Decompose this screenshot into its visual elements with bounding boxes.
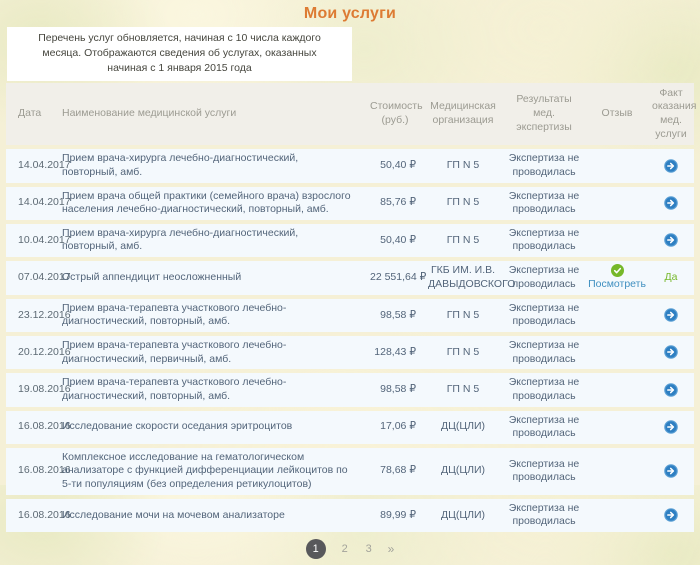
row-service-name: Прием врача-хирурга лечебно-диагностический, повторный, амб.: [62, 226, 299, 253]
row-date: 23.12.2016: [18, 308, 71, 321]
row-expertise: Экспертиза не проводилась: [508, 338, 580, 365]
row-org: ДЦ(ЦЛИ): [440, 420, 486, 433]
review-cell: [586, 200, 648, 206]
row-date: 16.08.2016: [18, 464, 71, 477]
arrow-circle-icon[interactable]: [664, 420, 678, 434]
row-date: 14.04.2017: [18, 159, 71, 172]
row-date: 19.08.2016: [18, 383, 71, 396]
row-service-name: Прием врача-хирурга лечебно-диагностический, повторный, амб.: [62, 152, 299, 178]
row-service-name: Острый аппендицит неосложненный: [62, 271, 242, 284]
pagination-page-3[interactable]: 3: [365, 543, 372, 556]
review-cell: [586, 424, 648, 430]
row-org: ГКБ ИМ. И.В. ДАВЫДОВСКОГО: [428, 264, 516, 290]
row-expertise: Экспертиза не проводилась: [508, 376, 580, 402]
row-date: 16.08.2016: [18, 508, 71, 521]
arrow-circle-icon[interactable]: [664, 196, 678, 210]
row-cost: 85,76 ₽: [380, 196, 416, 209]
table-row: [6, 336, 694, 369]
table-row: [6, 187, 694, 220]
fact-cell: [648, 505, 694, 525]
pagination: [0, 532, 700, 565]
review-cell: [586, 261, 648, 295]
table-row: [6, 224, 694, 257]
fact-cell: [648, 193, 694, 213]
fact-cell: [648, 156, 694, 176]
row-service-name: Прием врача общей практики (семейного врача) взрослого населения лечебно-диагностический, повторный, амб.: [62, 189, 351, 216]
table-row: [6, 499, 694, 532]
table-row: [6, 149, 694, 182]
page-title: Мои услуги: [303, 5, 397, 22]
row-org: ДЦ(ЦЛИ): [440, 508, 486, 521]
arrow-circle-icon[interactable]: [664, 383, 678, 397]
arrow-circle-icon[interactable]: [664, 308, 678, 322]
row-service-name: Прием врача-терапевта участкового лечебно-диагностический, повторный, амб.: [62, 301, 287, 328]
row-cost: 128,43 ₽: [374, 345, 416, 358]
fact-cell: [648, 380, 694, 400]
table-row: [6, 261, 694, 295]
row-cost: 98,58 ₽: [380, 383, 416, 396]
review-cell: [586, 163, 648, 169]
review-cell: [586, 350, 648, 356]
row-service-name: Исследование скорости оседания эритроцитов: [62, 420, 293, 433]
services-table: [6, 83, 697, 532]
row-expertise: Экспертиза не проводилась: [508, 226, 580, 253]
review-cell: [586, 237, 648, 243]
column-header-date: Дата: [18, 107, 42, 120]
review-content: [590, 264, 644, 292]
row-org: ГП N 5: [446, 345, 480, 358]
column-header-org: Медицинская организация: [430, 100, 496, 126]
row-cost: 50,40 ₽: [380, 159, 416, 172]
column-header-service: Наименование медицинской услуги: [62, 107, 237, 120]
column-header-expertise: Результаты мед. экспертизы: [516, 93, 572, 133]
table-row: [6, 448, 694, 495]
row-org: ГП N 5: [446, 383, 480, 396]
row-org: ГП N 5: [446, 233, 480, 246]
check-circle-icon: [611, 264, 624, 277]
table-row: [6, 299, 694, 332]
pagination-page-1[interactable]: 1: [306, 539, 326, 559]
column-header-review: Отзыв: [601, 107, 633, 120]
row-expertise: Экспертиза не проводилась: [508, 501, 580, 528]
row-date: 20.12.2016: [18, 345, 71, 358]
fact-cell: [648, 342, 694, 362]
row-expertise: Экспертиза не проводилась: [508, 264, 580, 290]
table-header-row: [6, 83, 697, 146]
row-cost: 50,40 ₽: [380, 233, 416, 246]
arrow-circle-icon[interactable]: [664, 233, 678, 247]
table-body: [6, 149, 694, 532]
column-header-cost: Стоимость (руб.): [370, 100, 423, 126]
table-row: [6, 411, 694, 444]
row-date: 14.04.2017: [18, 196, 71, 209]
row-cost: 22 551,64 ₽: [370, 271, 427, 284]
row-service-name: Прием врача-терапевта участкового лечебно-диагностический, первичный, амб.: [62, 338, 287, 365]
review-cell: [586, 387, 648, 393]
double-chevron-right-icon[interactable]: »: [387, 542, 395, 557]
arrow-circle-icon[interactable]: [664, 464, 678, 478]
row-service-name: Комплексное исследование на гематологическом анализаторе с функцией дифференциации лейкоцитов по 5-ти популяциям (без определения ретикулоцитов): [62, 450, 348, 491]
fact-cell: [648, 268, 694, 288]
table-row: [6, 373, 694, 406]
row-expertise: Экспертиза не проводилась: [508, 189, 580, 216]
review-cell: [586, 468, 648, 474]
arrow-circle-icon[interactable]: [664, 508, 678, 522]
fact-cell: [648, 305, 694, 325]
pagination-page-2[interactable]: 2: [341, 543, 348, 556]
row-org: ДЦ(ЦЛИ): [440, 464, 486, 477]
row-service-name: Прием врача-терапевта участкового лечебно-диагностический, повторный, амб.: [62, 376, 287, 402]
row-org: ГП N 5: [446, 196, 480, 209]
review-cell: [586, 512, 648, 518]
row-date: 07.04.2017: [18, 271, 71, 284]
fact-cell: [648, 417, 694, 437]
row-cost: 98,58 ₽: [380, 308, 416, 321]
update-notice: Перечень услуг обновляется, начиная с 10 числа каждого месяца. Отображаются сведения об услугах, оказанных начиная с 1 января 2015 года: [7, 27, 352, 81]
row-service-name: Исследование мочи на мочевом анализаторе: [62, 508, 285, 521]
row-expertise: Экспертиза не проводилась: [508, 413, 580, 440]
row-org: ГП N 5: [446, 308, 480, 321]
row-cost: 78,68 ₽: [380, 464, 416, 477]
row-org: ГП N 5: [446, 159, 480, 172]
row-cost: 89,99 ₽: [380, 508, 416, 521]
row-date: 10.04.2017: [18, 233, 71, 246]
arrow-circle-icon[interactable]: [664, 159, 678, 173]
column-header-fact: Факт оказания мед. услуги: [652, 86, 697, 140]
fact-cell: [648, 230, 694, 250]
row-expertise: Экспертиза не проводилась: [508, 457, 580, 484]
row-cost: 17,06 ₽: [380, 420, 416, 433]
view-review-link[interactable]: Посмотреть: [588, 278, 646, 291]
arrow-circle-icon[interactable]: [664, 345, 678, 359]
row-date: 16.08.2016: [18, 420, 71, 433]
row-expertise: Экспертиза не проводилась: [508, 301, 580, 328]
fact-confirmed-label: Да: [664, 271, 678, 284]
row-expertise: Экспертиза не проводилась: [508, 152, 580, 178]
review-cell: [586, 312, 648, 318]
fact-cell: [648, 461, 694, 481]
